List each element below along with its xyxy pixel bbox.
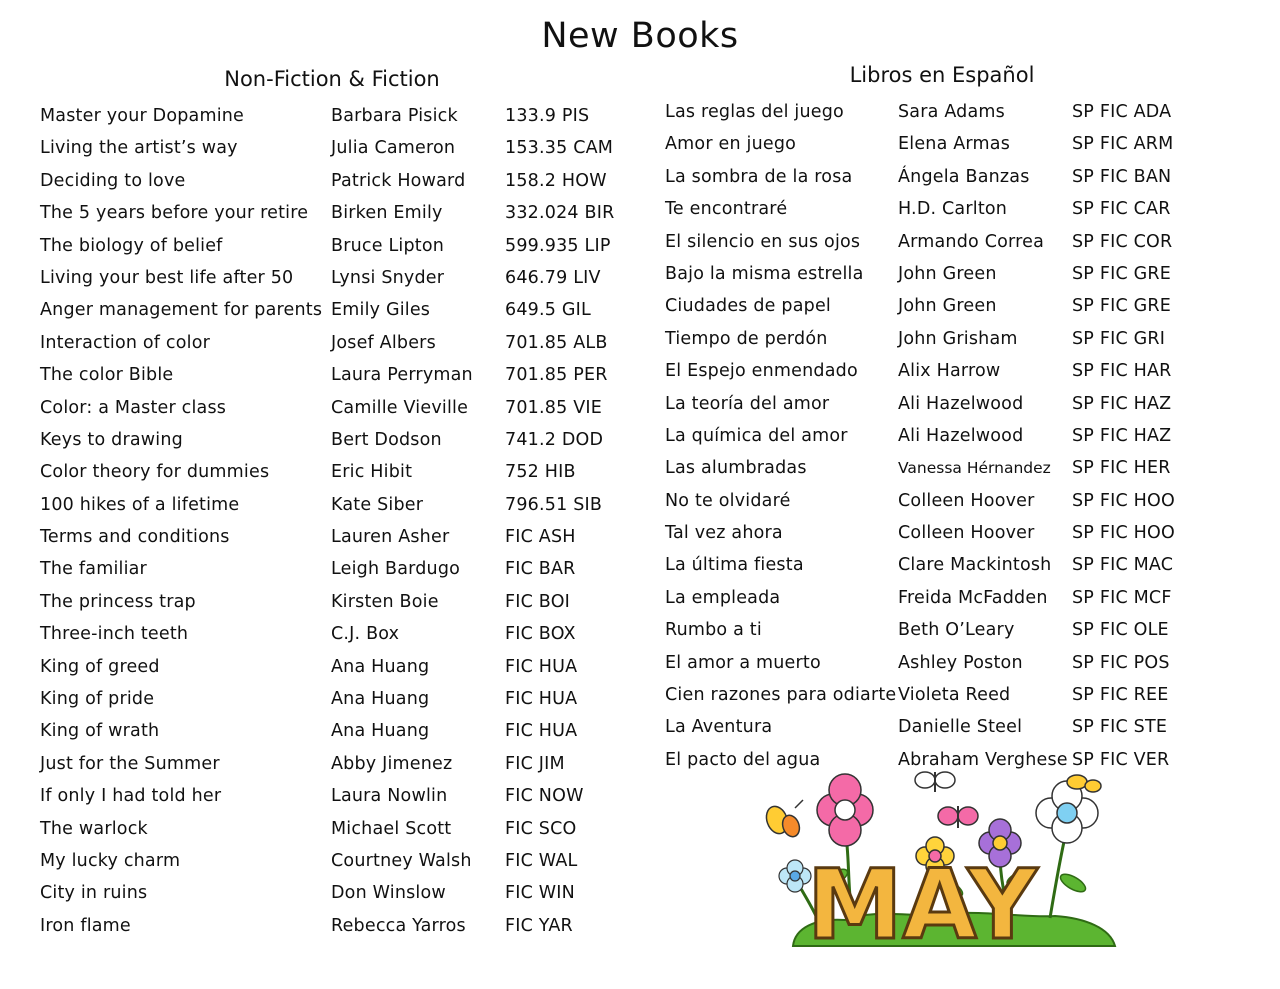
call-number: SP FIC HAZ — [1072, 393, 1172, 414]
book-title: Las reglas del juego — [665, 102, 844, 122]
book-author: Michael Scott — [331, 818, 452, 839]
may-word: MAY — [807, 849, 1038, 953]
book-author: Bruce Lipton — [331, 235, 445, 256]
call-number: 796.51 SIB — [505, 494, 603, 515]
call-number: 133.9 PIS — [505, 106, 590, 126]
call-number: SP FIC GRE — [1072, 296, 1172, 317]
book-title: Three-inch teeth — [40, 624, 189, 645]
book-title: Interaction of color — [40, 332, 211, 353]
book-author: Don Winslow — [331, 883, 446, 904]
book-title: Keys to drawing — [40, 429, 183, 450]
book-author: Abraham Verghese — [898, 749, 1068, 770]
book-title: Bajo la misma estrella — [665, 263, 864, 284]
pink-flower-icon — [817, 774, 873, 846]
book-title: Color: a Master class — [40, 397, 227, 418]
book-author: Vanessa Hérnandez — [898, 459, 1051, 478]
book-author: Patrick Howard — [331, 170, 466, 191]
book-author: H.D. Carlton — [898, 199, 1008, 220]
book-title: The color Bible — [40, 365, 174, 386]
book-title: Iron flame — [40, 915, 131, 936]
book-title: City in ruins — [40, 883, 148, 904]
call-number: SP FIC BAN — [1072, 166, 1172, 187]
book-author: Julia Cameron — [331, 138, 456, 159]
butterfly-icon — [938, 806, 978, 828]
call-number: SP FIC HOO — [1072, 523, 1175, 544]
book-author: Danielle Steel — [898, 717, 1023, 738]
book-author: Bert Dodson — [331, 429, 442, 450]
book-author: Eric Hibit — [331, 462, 413, 483]
call-number: FIC JIM — [505, 753, 565, 774]
book-author: Laura Nowlin — [331, 786, 448, 807]
call-number: SP FIC OLE — [1072, 620, 1169, 641]
book-title: The princess trap — [40, 591, 196, 612]
book-author: Beth O’Leary — [898, 620, 1015, 641]
call-number: FIC HUA — [505, 689, 578, 710]
call-number: SP FIC HAR — [1072, 361, 1172, 382]
book-title: Rumbo a ti — [665, 620, 762, 641]
book-title: Just for the Summer — [40, 753, 220, 774]
call-number: 158.2 HOW — [505, 170, 607, 191]
book-author: Ana Huang — [331, 721, 430, 742]
call-number: SP FIC MCF — [1072, 587, 1172, 608]
book-title: Color theory for dummies — [40, 462, 270, 483]
call-number: SP FIC HOO — [1072, 490, 1175, 511]
book-author: Abby Jimenez — [331, 753, 453, 774]
call-number: 599.935 LIP — [505, 235, 611, 256]
book-title: El amor a muerto — [665, 652, 821, 673]
call-number: SP FIC HER — [1072, 458, 1171, 479]
book-title: Living the artist’s way — [40, 138, 238, 159]
call-number: FIC WIN — [505, 883, 575, 904]
book-author: Ashley Poston — [898, 652, 1023, 673]
book-author: Clare Mackintosh — [898, 555, 1052, 576]
book-author: Ángela Banzas — [898, 166, 1030, 187]
book-title: La empleada — [665, 587, 781, 608]
book-author: John Grisham — [898, 328, 1018, 349]
book-author: Josef Albers — [331, 332, 436, 353]
book-title: My lucky charm — [40, 850, 181, 871]
book-author: Barbara Pisick — [331, 106, 458, 126]
book-author: C.J. Box — [331, 624, 400, 645]
book-title: Amor en juego — [665, 134, 797, 155]
book-title: 100 hikes of a lifetime — [40, 494, 240, 515]
book-author: Ana Huang — [331, 689, 430, 710]
call-number: SP FIC MAC — [1072, 555, 1174, 576]
call-number: SP FIC HAZ — [1072, 425, 1172, 446]
call-number: FIC BOX — [505, 624, 576, 645]
butterfly-icon — [915, 772, 955, 792]
book-author: Laura Perryman — [331, 365, 473, 386]
book-title: Ciudades de papel — [665, 296, 831, 317]
call-number: SP FIC REE — [1072, 685, 1169, 706]
book-author: Elena Armas — [898, 134, 1011, 155]
book-title: El pacto del agua — [665, 749, 821, 770]
call-number: 649.5 GIL — [505, 300, 591, 321]
call-number: SP FIC CAR — [1072, 199, 1171, 220]
call-number: FIC BOI — [505, 591, 571, 612]
book-author: Violeta Reed — [898, 685, 1011, 706]
book-author: John Green — [898, 296, 997, 317]
book-author: Kate Siber — [331, 494, 424, 515]
book-author: Freida McFadden — [898, 587, 1048, 608]
book-author: Colleen Hoover — [898, 523, 1035, 544]
call-number: SP FIC GRE — [1072, 263, 1172, 284]
call-number: 701.85 ALB — [505, 332, 608, 353]
call-number: 752 HIB — [505, 462, 576, 483]
book-title: The biology of belief — [40, 235, 223, 256]
book-title: Las alumbradas — [665, 458, 807, 479]
book-title: La última fiesta — [665, 555, 804, 576]
call-number: SP FIC GRI — [1072, 328, 1166, 349]
book-author: Armando Correa — [898, 231, 1045, 252]
call-number: SP FIC COR — [1072, 231, 1173, 252]
book-title: La teoría del amor — [665, 393, 830, 414]
book-author: Lynsi Snyder — [331, 267, 445, 288]
book-title: If only I had told her — [40, 786, 222, 807]
book-author: Ana Huang — [331, 656, 430, 677]
book-title: Living your best life after 50 — [40, 267, 294, 288]
book-title: No te olvidaré — [665, 490, 791, 511]
book-title: Master your Dopamine — [40, 106, 245, 126]
book-author: John Green — [898, 263, 997, 284]
book-author: Leigh Bardugo — [331, 559, 461, 580]
call-number: 741.2 DOD — [505, 429, 604, 450]
book-author: Courtney Walsh — [331, 850, 472, 871]
book-author: Kirsten Boie — [331, 591, 439, 612]
nonfiction-fiction-heading: Non-Fiction & Fiction — [224, 67, 440, 91]
call-number: FIC YAR — [505, 915, 573, 936]
call-number: 646.79 LIV — [505, 267, 601, 288]
call-number: SP FIC POS — [1072, 652, 1170, 673]
call-number: 153.35 CAM — [505, 138, 614, 159]
call-number: FIC HUA — [505, 656, 578, 677]
call-number: 701.85 PER — [505, 365, 608, 386]
book-author: Alix Harrow — [898, 361, 1001, 382]
book-title: The familiar — [40, 559, 147, 580]
book-title: Tiempo de perdón — [665, 328, 828, 349]
book-title: King of wrath — [40, 721, 160, 742]
book-title: Terms and conditions — [40, 527, 230, 548]
call-number: 332.024 BIR — [505, 203, 615, 224]
call-number: SP FIC ADA — [1072, 102, 1172, 122]
spanish-books-heading: Libros en Español — [849, 63, 1035, 87]
book-title: King of greed — [40, 656, 160, 677]
book-author: Ali Hazelwood — [898, 425, 1024, 446]
book-title: Tal vez ahora — [665, 523, 783, 544]
call-number: 701.85 VIE — [505, 397, 602, 418]
call-number: SP FIC ARM — [1072, 134, 1174, 155]
call-number: FIC BAR — [505, 559, 576, 580]
book-title: The warlock — [40, 818, 148, 839]
book-author: Colleen Hoover — [898, 490, 1035, 511]
call-number: FIC HUA — [505, 721, 578, 742]
call-number: FIC NOW — [505, 786, 584, 807]
book-title: Anger management for parents — [40, 300, 323, 321]
page-title: New Books — [541, 16, 739, 56]
may-flowers-clipart — [755, 768, 1130, 953]
call-number: FIC WAL — [505, 850, 578, 871]
call-number: FIC ASH — [505, 527, 576, 548]
book-author: Lauren Asher — [331, 527, 450, 548]
book-title: La Aventura — [665, 717, 773, 738]
book-author: Camille Vieville — [331, 397, 469, 418]
call-number: SP FIC VER — [1072, 749, 1170, 770]
book-title: King of pride — [40, 689, 155, 710]
book-author: Ali Hazelwood — [898, 393, 1024, 414]
book-author: Sara Adams — [898, 102, 1005, 122]
butterfly-icon — [763, 800, 803, 839]
book-title: The 5 years before your retire — [40, 203, 309, 224]
book-title: La sombra de la rosa — [665, 166, 853, 187]
book-title: Cien razones para odiarte — [665, 685, 897, 706]
book-title: El Espejo enmendado — [665, 361, 858, 382]
book-author: Emily Giles — [331, 300, 431, 321]
book-title: La química del amor — [665, 425, 848, 446]
book-author: Birken Emily — [331, 203, 443, 224]
book-title: El silencio en sus ojos — [665, 231, 861, 252]
book-author: Rebecca Yarros — [331, 915, 466, 936]
call-number: SP FIC STE — [1072, 717, 1168, 738]
book-title: Deciding to love — [40, 170, 186, 191]
book-title: Te encontraré — [665, 199, 788, 220]
call-number: FIC SCO — [505, 818, 577, 839]
